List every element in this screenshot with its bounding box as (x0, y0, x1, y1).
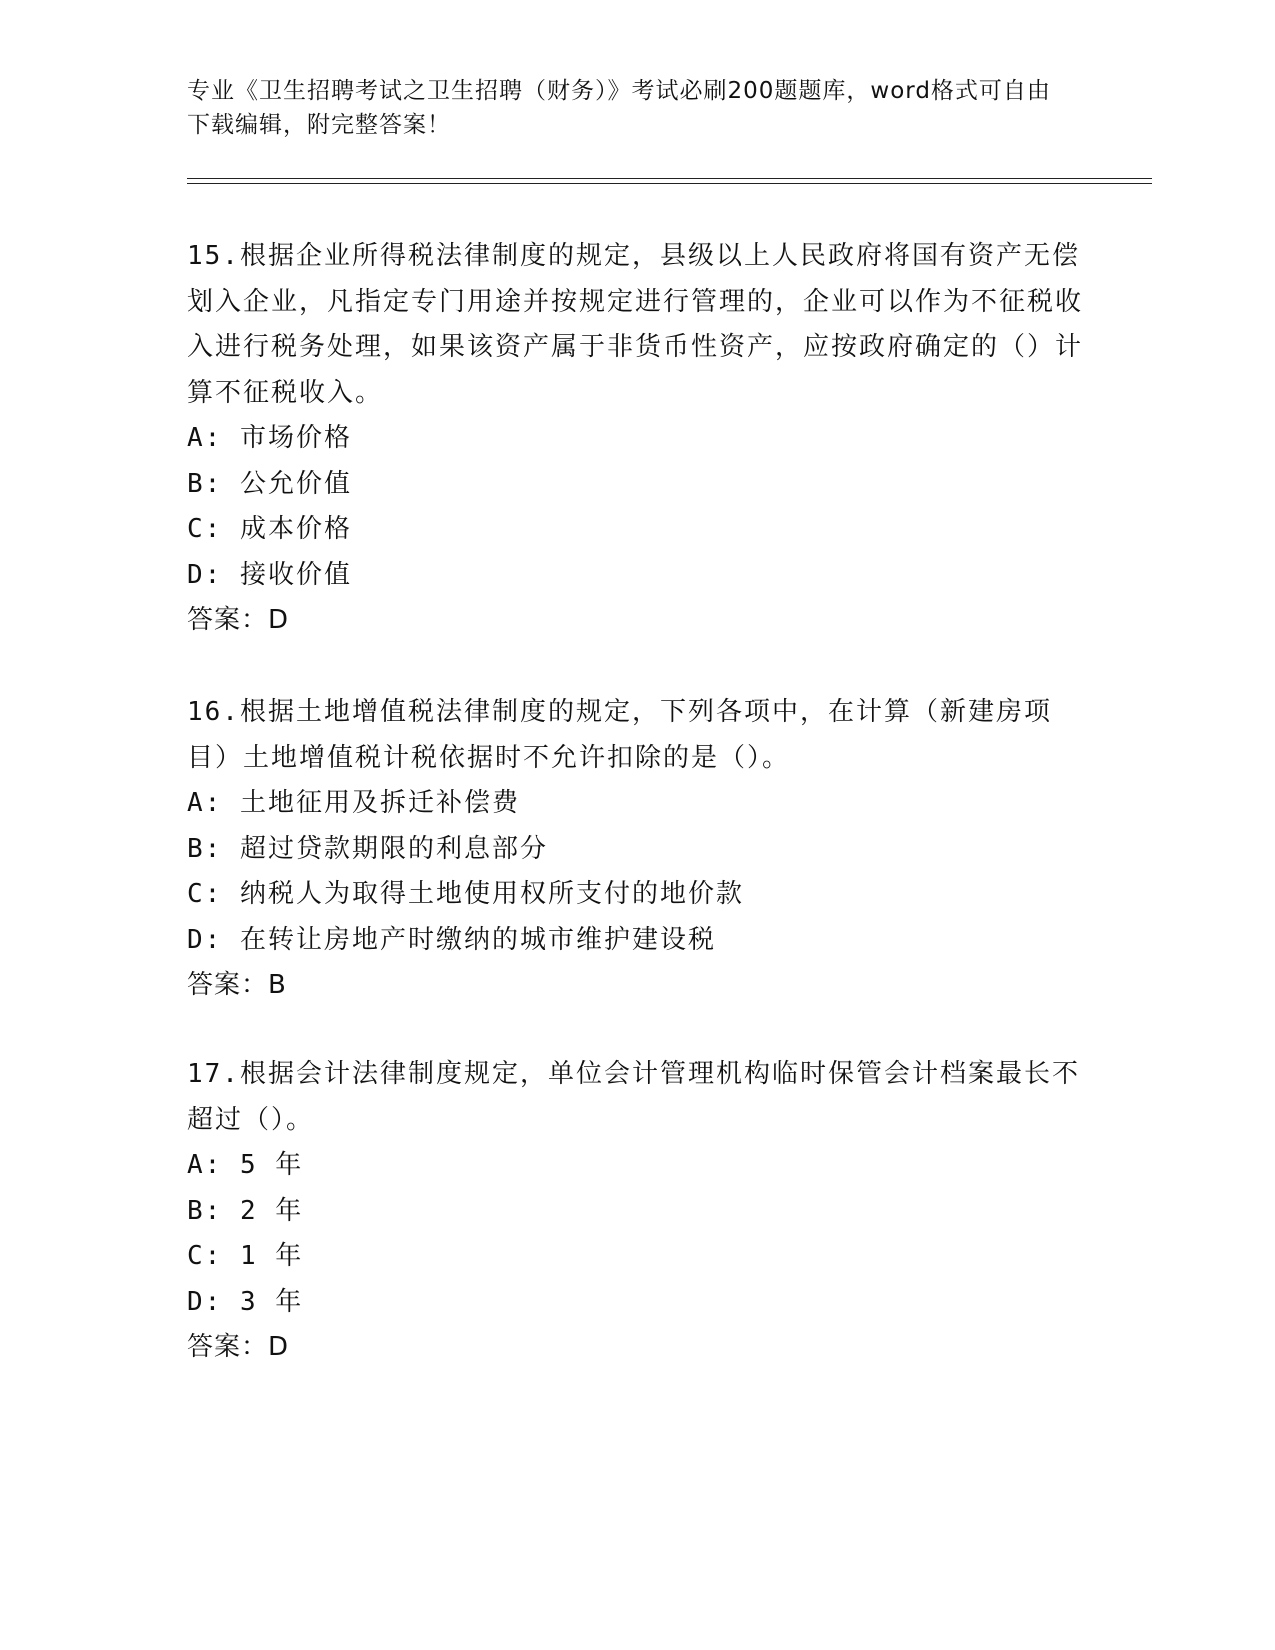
option-d: D: 接收价值 (187, 559, 352, 590)
option-a: A: 市场价格 (187, 423, 352, 453)
question-16 (187, 690, 1087, 1009)
document-header: 专业《卫生招聘考试之卫生招聘（财务）》考试必刷200题题库，word格式可自由下载编辑，附完整答案！ (187, 78, 1051, 138)
option-c: C: 成本价格 (187, 514, 352, 544)
option-d: D: 在转让房地产时缴纳的城市维护建设税 (187, 924, 716, 955)
question-text: 15.根据企业所得税法律制度的规定，县级以上人民政府将国有资产无偿划入企业，凡指定专门用途并按规定进行管理的，企业可以作为不征税收入进行税务处理，如果该资产属于非货币性资产，应按政府确定的（）计算不征税收入。 (187, 241, 1084, 408)
question-text: 17.根据会计法律制度规定，单位会计管理机构临时保管会计档案最长不超过（）。 (187, 1059, 1080, 1135)
question-15 (187, 234, 1087, 644)
option-b: B: 超过贷款期限的利息部分 (187, 833, 548, 864)
answer: 答案：B (187, 970, 287, 1000)
answer: 答案：D (187, 1332, 290, 1362)
answer: 答案：D (187, 605, 290, 635)
question-text: 16.根据土地增值税法律制度的规定，下列各项中，在计算（新建房项目）土地增值税计税依据时不允许扣除的是（）。 (187, 697, 1052, 773)
header-divider-bottom (187, 183, 1152, 184)
option-a: A: 5 年 (187, 1150, 304, 1180)
question-17 (187, 1052, 1087, 1371)
option-c: C: 1 年 (187, 1241, 304, 1271)
option-b: B: 2 年 (187, 1195, 304, 1226)
option-a: A: 土地征用及拆迁补偿费 (187, 788, 520, 818)
option-b: B: 公允价值 (187, 468, 352, 499)
option-c: C: 纳税人为取得土地使用权所支付的地价款 (187, 879, 744, 909)
header-divider-top (187, 178, 1152, 179)
option-d: D: 3 年 (187, 1286, 304, 1317)
